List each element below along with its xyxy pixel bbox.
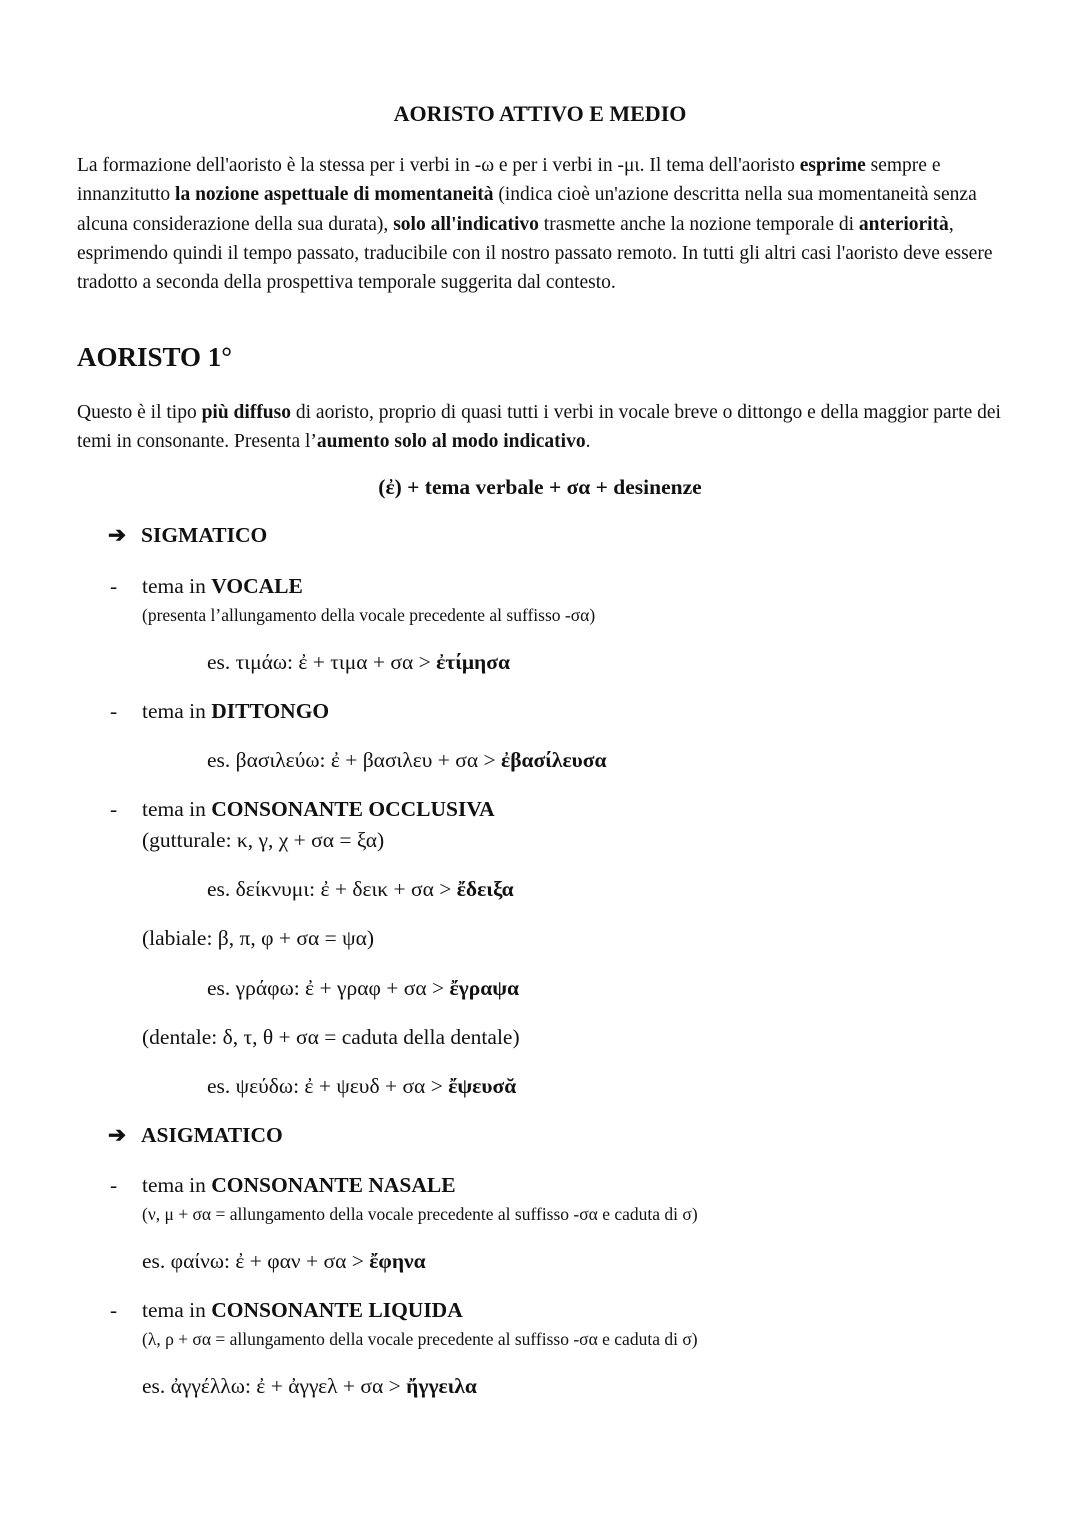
dittongo-pre: tema in — [142, 699, 212, 723]
formula: (ἐ) + tema verbale + σα + desinenze — [378, 475, 702, 499]
nasale-bold: CONSONANTE NASALE — [211, 1173, 456, 1197]
liquida-note: (λ, ρ + σα = allungamento della vocale precedente al suffisso -σα e caduta di σ) — [142, 1329, 698, 1349]
gutturale-ex-bold: ἔδειξα — [456, 877, 514, 901]
nasale-pre: tema in — [142, 1173, 212, 1197]
occlusiva-item — [142, 797, 495, 822]
labiale-ex-bold: ἔγραψα — [449, 976, 520, 1000]
vocale-example — [207, 650, 510, 675]
nasale-ex-text: es. φαίνω: ἐ + φαν + σα > — [142, 1249, 370, 1273]
liquida-item — [142, 1298, 463, 1323]
arrow-icon: ➔ — [108, 1123, 127, 1147]
bullet-dash: - — [110, 574, 118, 598]
arrow-icon: ➔ — [108, 523, 127, 547]
dittongo-bold: DITTONGO — [211, 699, 330, 723]
intro-bold-4: anteriorità — [858, 213, 949, 235]
dentale-ex-text: es. ψεύδω: ἐ + ψευδ + σα > — [207, 1074, 449, 1098]
intro-text-4: trasmette anche la nozione temporale di — [538, 213, 859, 235]
dittongo-ex-text: es. βασιλεύω: ἐ + βασιλευ + σα > — [207, 748, 502, 772]
labiale-ex-text: es. γράφω: ἐ + γραφ + σα > — [207, 976, 450, 1000]
section-bold-1: più diffuso — [201, 402, 291, 423]
labiale-example — [207, 976, 519, 1001]
vocale-bold: VOCALE — [211, 574, 303, 598]
bullet-dash: - — [110, 1173, 118, 1197]
nasale-example — [142, 1249, 426, 1274]
section-text-3: . — [585, 431, 591, 453]
vocale-item — [142, 574, 303, 599]
dittongo-item — [142, 699, 329, 724]
intro-paragraph — [77, 151, 1017, 297]
liquida-bold: CONSONANTE LIQUIDA — [211, 1298, 463, 1322]
nasale-ex-bold: ἔφηνα — [369, 1249, 426, 1273]
sigmatico-heading — [108, 523, 267, 548]
intro-bold-1: esprime — [799, 155, 866, 176]
bullet-dash: - — [110, 1298, 118, 1322]
bullet-dash: - — [110, 797, 118, 821]
section-bold-2: aumento solo al modo indicativo — [316, 431, 586, 453]
nasale-item — [142, 1173, 456, 1198]
section-heading: AORISTO 1° — [77, 342, 233, 372]
intro-bold-3: solo all'indicativo — [393, 213, 539, 235]
asigmatico-heading — [108, 1123, 283, 1148]
section-text-2: di aoristo, proprio di quasi tutti i verbi in vocale breve o dittongo e della maggior parte dei temi in consonante. Presenta l’ — [77, 402, 1001, 453]
nasale-note: (ν, μ + σα = allungamento della vocale precedente al suffisso -σα e caduta di σ) — [142, 1204, 698, 1224]
liquida-example — [142, 1374, 477, 1399]
occlusiva-pre: tema in — [142, 797, 212, 821]
gutturale-rule: (gutturale: κ, γ, χ + σα = ξα) — [142, 828, 385, 852]
dentale-example — [207, 1074, 516, 1099]
gutturale-example — [207, 877, 514, 902]
dentale-rule: (dentale: δ, τ, θ + σα = caduta della dentale) — [142, 1025, 520, 1049]
section-text-1: Questo è il tipo — [77, 402, 202, 423]
intro-bold-2: la nozione aspettuale di momentaneità — [175, 184, 494, 206]
vocale-ex-bold: ἐτίμησα — [436, 650, 510, 674]
dittongo-ex-bold: ἐβασίλευσα — [501, 748, 607, 772]
dittongo-example — [207, 748, 607, 773]
intro-text-3: (indica cioè un'azione descritta nella sua momentaneità senza alcuna considerazione della sua durata), — [77, 184, 977, 235]
asigmatico-label: ASIGMATICO — [141, 1123, 283, 1147]
page-title: AORISTO ATTIVO E MEDIO — [393, 101, 687, 126]
labiale-rule: (labiale: β, π, φ + σα = ψα) — [142, 926, 374, 950]
dentale-ex-bold: ἔψευσᾰ — [448, 1074, 517, 1098]
vocale-note: (presenta l’allungamento della vocale precedente al suffisso -σα) — [142, 605, 596, 625]
liquida-pre: tema in — [142, 1298, 212, 1322]
intro-text-5: , esprimendo quindi il tempo passato, traducibile con il nostro passato remoto. In tutti gli altri casi l'aoristo deve essere tradotto a seconda della prospettiva temporale suggerita dal contesto. — [77, 213, 993, 294]
liquida-ex-bold: ἤγγειλα — [406, 1374, 477, 1398]
sigmatico-label: SIGMATICO — [141, 523, 268, 547]
gutturale-ex-text: es. δείκνυμι: ἐ + δεικ + σα > — [207, 877, 457, 901]
vocale-pre: tema in — [142, 574, 212, 598]
bullet-dash: - — [110, 699, 118, 723]
section-paragraph — [77, 398, 1017, 457]
vocale-ex-text: es. τιμάω: ἐ + τιμα + σα > — [207, 650, 437, 674]
liquida-ex-text: es. ἀγγέλλω: ἐ + ἀγγελ + σα > — [142, 1374, 407, 1398]
occlusiva-bold: CONSONANTE OCCLUSIVA — [211, 797, 495, 821]
intro-text-2: sempre e innanzitutto — [77, 155, 941, 206]
intro-text-1: La formazione dell'aoristo è la stessa per i verbi in -ω e per i verbi in -μι. Il tema dell'aoristo — [77, 155, 800, 176]
